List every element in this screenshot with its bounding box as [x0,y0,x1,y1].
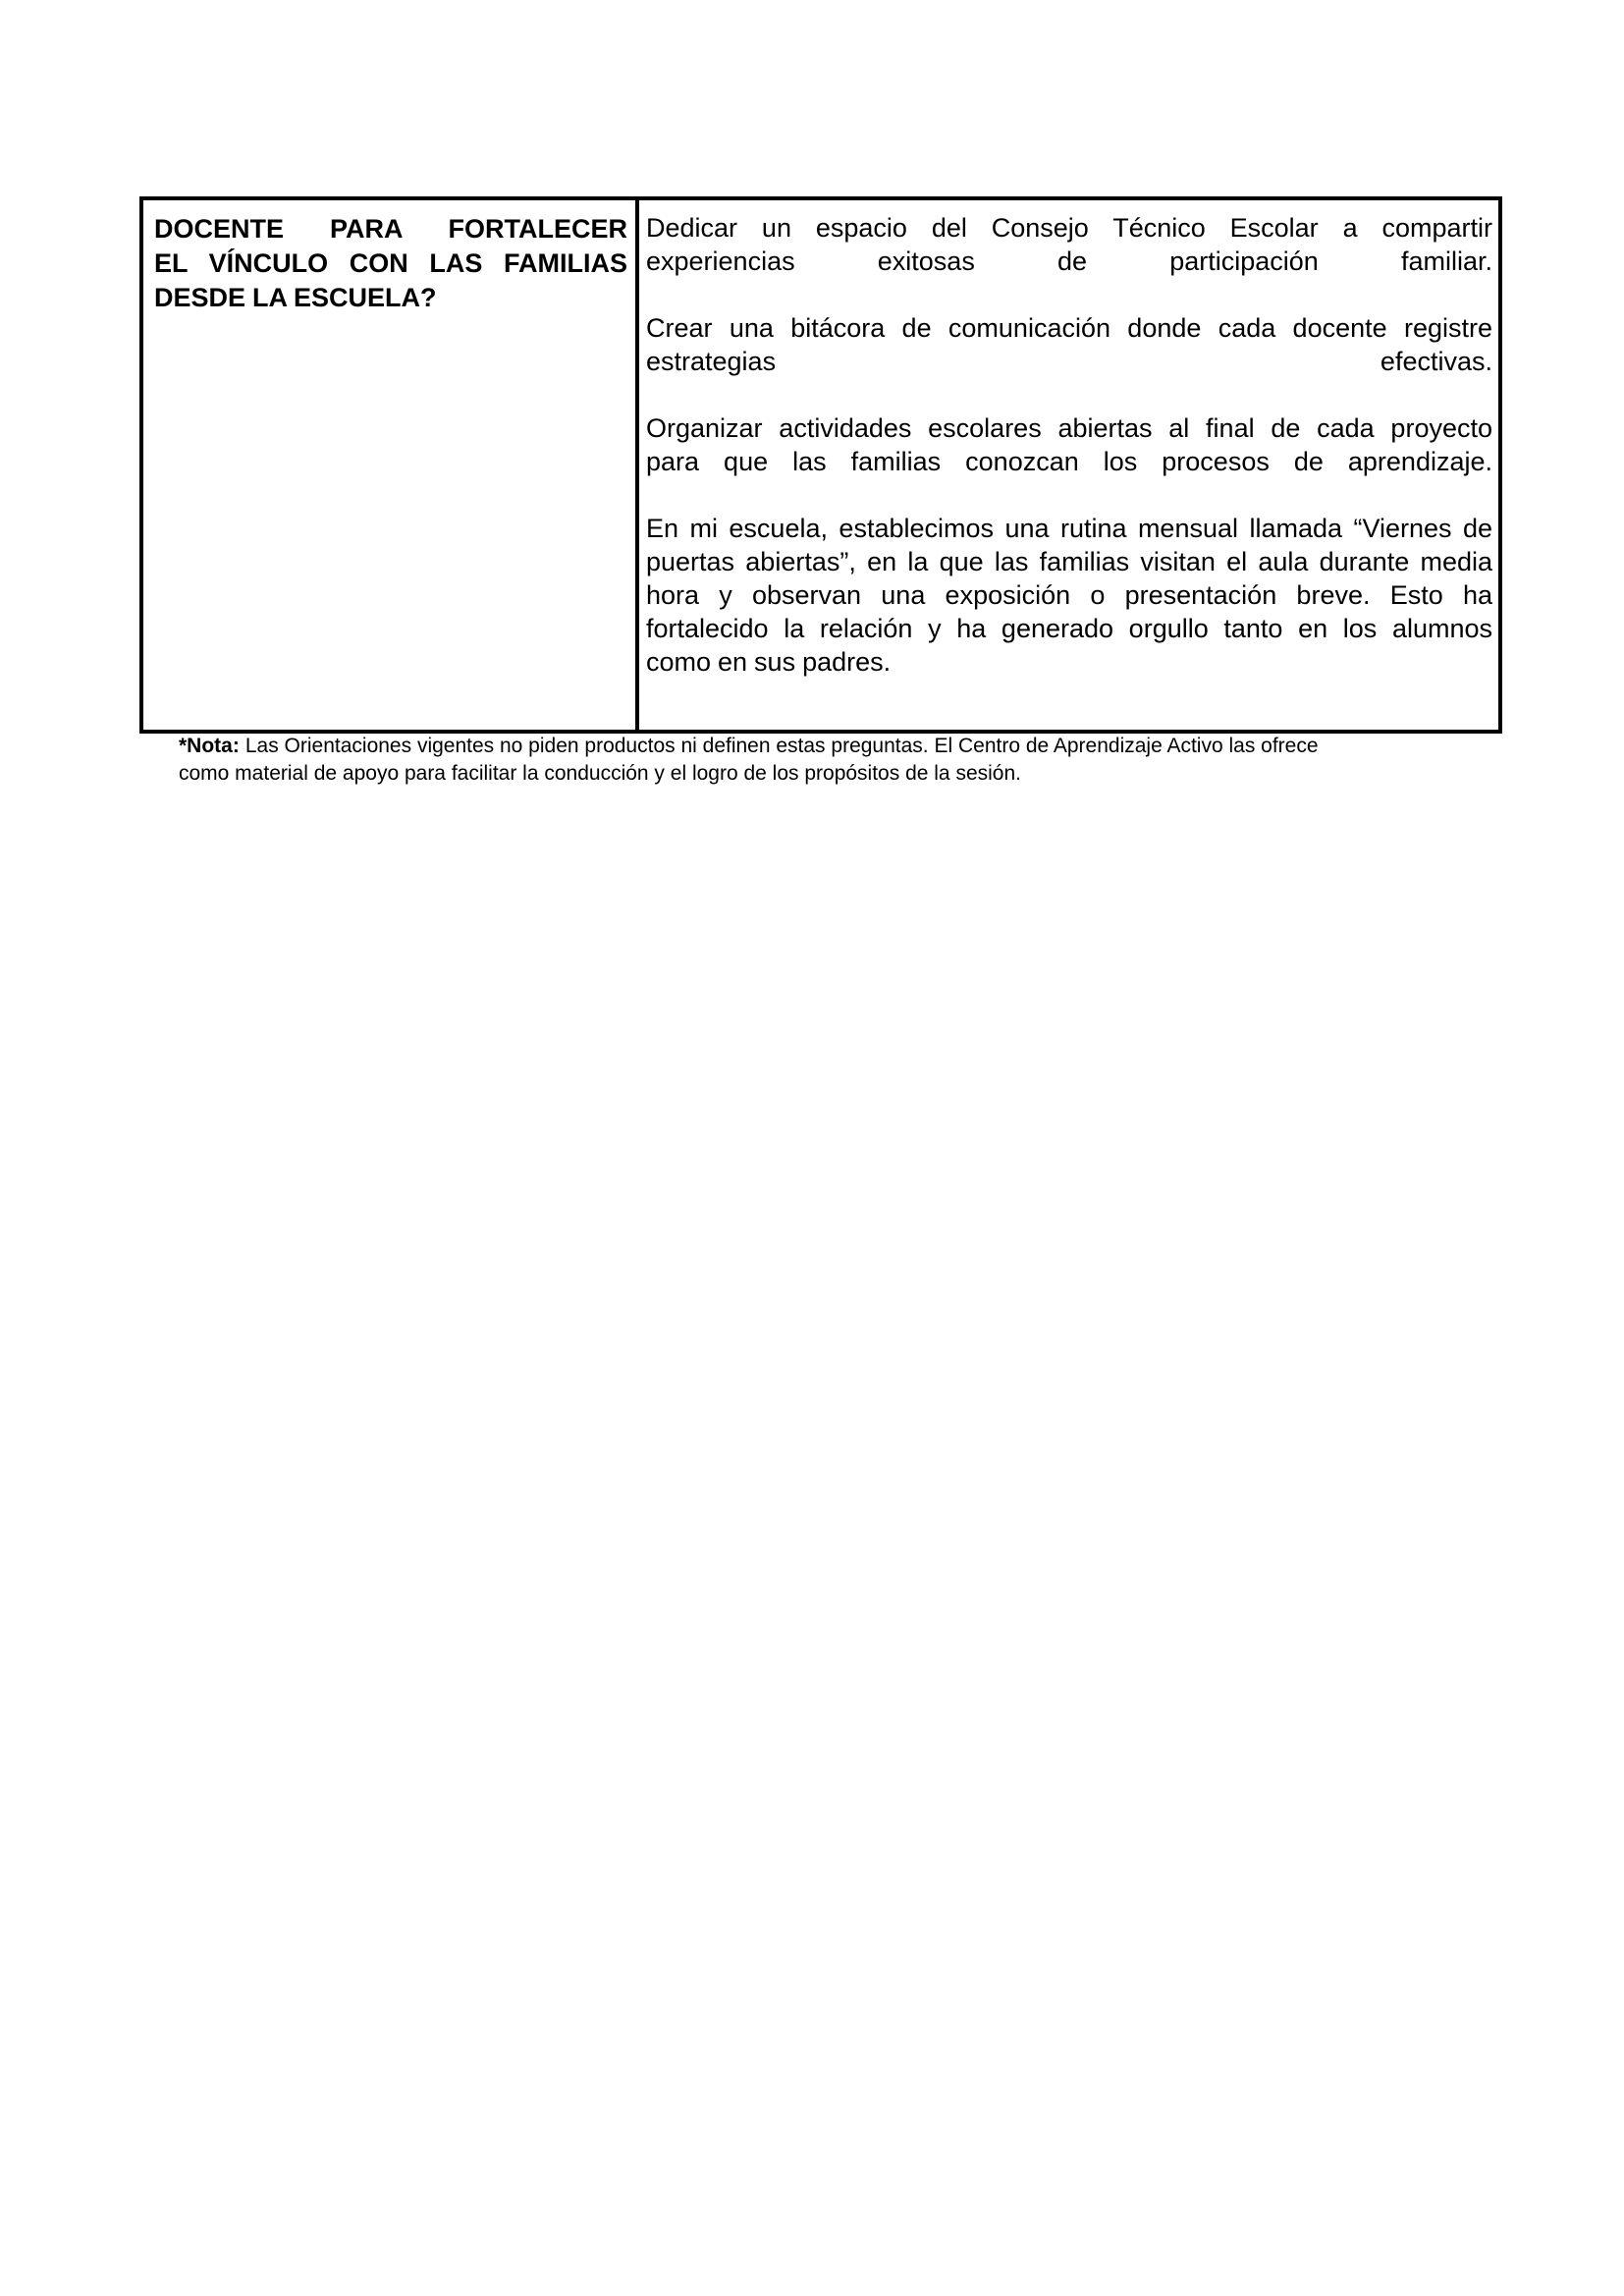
answer-line: experiencias exitosas de participación familiar. [646,246,1492,276]
answer-paragraph [646,512,1492,679]
answer-cell [639,200,1498,730]
answer-paragraph [646,311,1492,378]
answer-line: puertas abiertas”, en la que las familias visitan el aula durante media [646,547,1492,576]
question-line: EL VÍNCULO CON LAS FAMILIAS [154,248,627,278]
answer-line: estrategias efectivas. [646,347,1492,376]
answer-line: fortalecido la relación y ha generado orgullo tanto en los alumnos [646,614,1492,643]
question-line: DESDE LA ESCUELA? [154,283,437,312]
footnote-line-2: como material de apoyo para facilitar la conducción y el logro de los propósitos de la sesión. [179,762,1021,785]
answer-line: como en sus padres. [646,647,892,677]
answer-line: Organizar actividades escolares abiertas al final de cada proyecto [646,413,1492,443]
answer-line: Crear una bitácora de comunicación donde cada docente registre [646,313,1492,343]
answer-line: hora y observan una exposición o presentación breve. Esto ha [646,580,1492,610]
footnote-line-1 [179,733,1319,760]
question-answer-table [139,196,1502,734]
answer-paragraph [646,411,1492,478]
answer-line: Dedicar un espacio del Consejo Técnico Escolar a compartir [646,213,1492,243]
answer-line: En mi escuela, establecimos una rutina mensual llamada “Viernes de [646,514,1492,543]
footnote-text: Las Orientaciones vigentes no piden productos ni definen estas preguntas. El Centro de Aprendizaje Activo las ofrece [244,735,1319,757]
answer-line: para que las familias conozcan los procesos de aprendizaje. [646,447,1492,476]
question-cell [143,200,639,730]
footnote [179,733,1319,788]
answer-paragraph [646,211,1492,278]
question-line: DOCENTE PARA FORTALECER [154,214,627,244]
footnote-label: *Nota: [179,735,240,757]
